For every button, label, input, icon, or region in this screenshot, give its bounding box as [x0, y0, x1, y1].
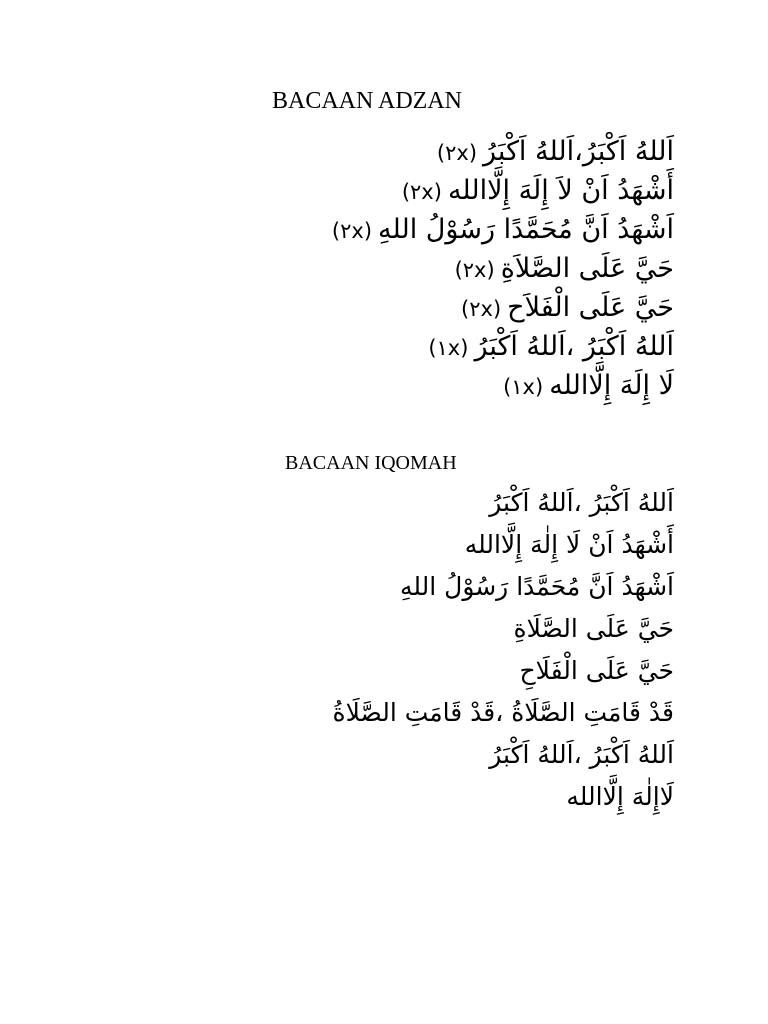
repeat-count: (٢x) — [436, 141, 478, 165]
adzan-line — [332, 288, 674, 327]
iqomah-line: اَللهُ اَكْبَرُ ،اَللهُ اَكْبَرُ — [489, 488, 674, 517]
adzan-line-text: حَيَّ عَلَى الْفَلاَح — [507, 292, 674, 323]
iqomah-heading: BACAAN IQOMAH — [285, 452, 457, 474]
adzan-text-block — [332, 132, 674, 405]
adzan-line — [332, 210, 674, 249]
iqomah-text-block — [333, 482, 674, 818]
adzan-line — [332, 132, 674, 171]
adzan-line — [332, 366, 674, 405]
adzan-line-text: لَا إِلَهَ إِلَّاالله — [549, 370, 674, 401]
repeat-count: (١x) — [503, 375, 544, 399]
adzan-line-text: أَشْهَدُ اَنْ لاَ إِلَهَ إِلَّاالله — [447, 175, 674, 206]
adzan-line-text: اَللهُ اَكْبَرُ،اَللهُ اَكْبَرُ — [483, 136, 674, 167]
iqomah-line: لَاإِلٰهَ إِلَّاالله — [566, 782, 674, 811]
iqomah-line: حَيَّ عَلَى الْفَلَاحِ — [519, 656, 674, 685]
iqomah-line: قَدْ قَامَتِ الصَّلَاةُ ،قَدْ قَامَتِ الصَّلَاةُ — [332, 698, 674, 727]
repeat-count: (١x) — [428, 336, 469, 360]
adzan-line — [332, 249, 674, 288]
adzan-line-text: اَشْهَدُ اَنَّ مُحَمَّدًا رَسُوْلُ اللهِ — [378, 214, 674, 245]
iqomah-line: اَللهُ اَكْبَرُ ،اَللهُ اَكْبَرُ — [489, 740, 674, 769]
adzan-line-text: حَيَّ عَلَى الصَّلاَةِ — [500, 253, 674, 284]
repeat-count: (٢x) — [401, 180, 442, 204]
iqomah-line: أَشْهَدُ اَنْ لَا إِلٰهَ إِلَّاالله — [464, 530, 674, 559]
adzan-line — [332, 327, 674, 366]
repeat-count: (٢x) — [454, 258, 495, 282]
adzan-line-text: اَللهُ اَكْبَرُ ،اَللهُ اَكْبَرُ — [474, 331, 674, 362]
iqomah-line: حَيَّ عَلَى الصَّلَاةِ — [513, 614, 674, 643]
repeat-count: (٢x) — [461, 297, 502, 321]
adzan-line — [332, 171, 674, 210]
repeat-count: (٢x) — [331, 219, 373, 243]
iqomah-line: اَشْهَدُ اَنَّ مُحَمَّدًا رَسُوْلُ اللهِ — [399, 572, 674, 601]
adzan-heading: BACAAN ADZAN — [272, 88, 463, 114]
